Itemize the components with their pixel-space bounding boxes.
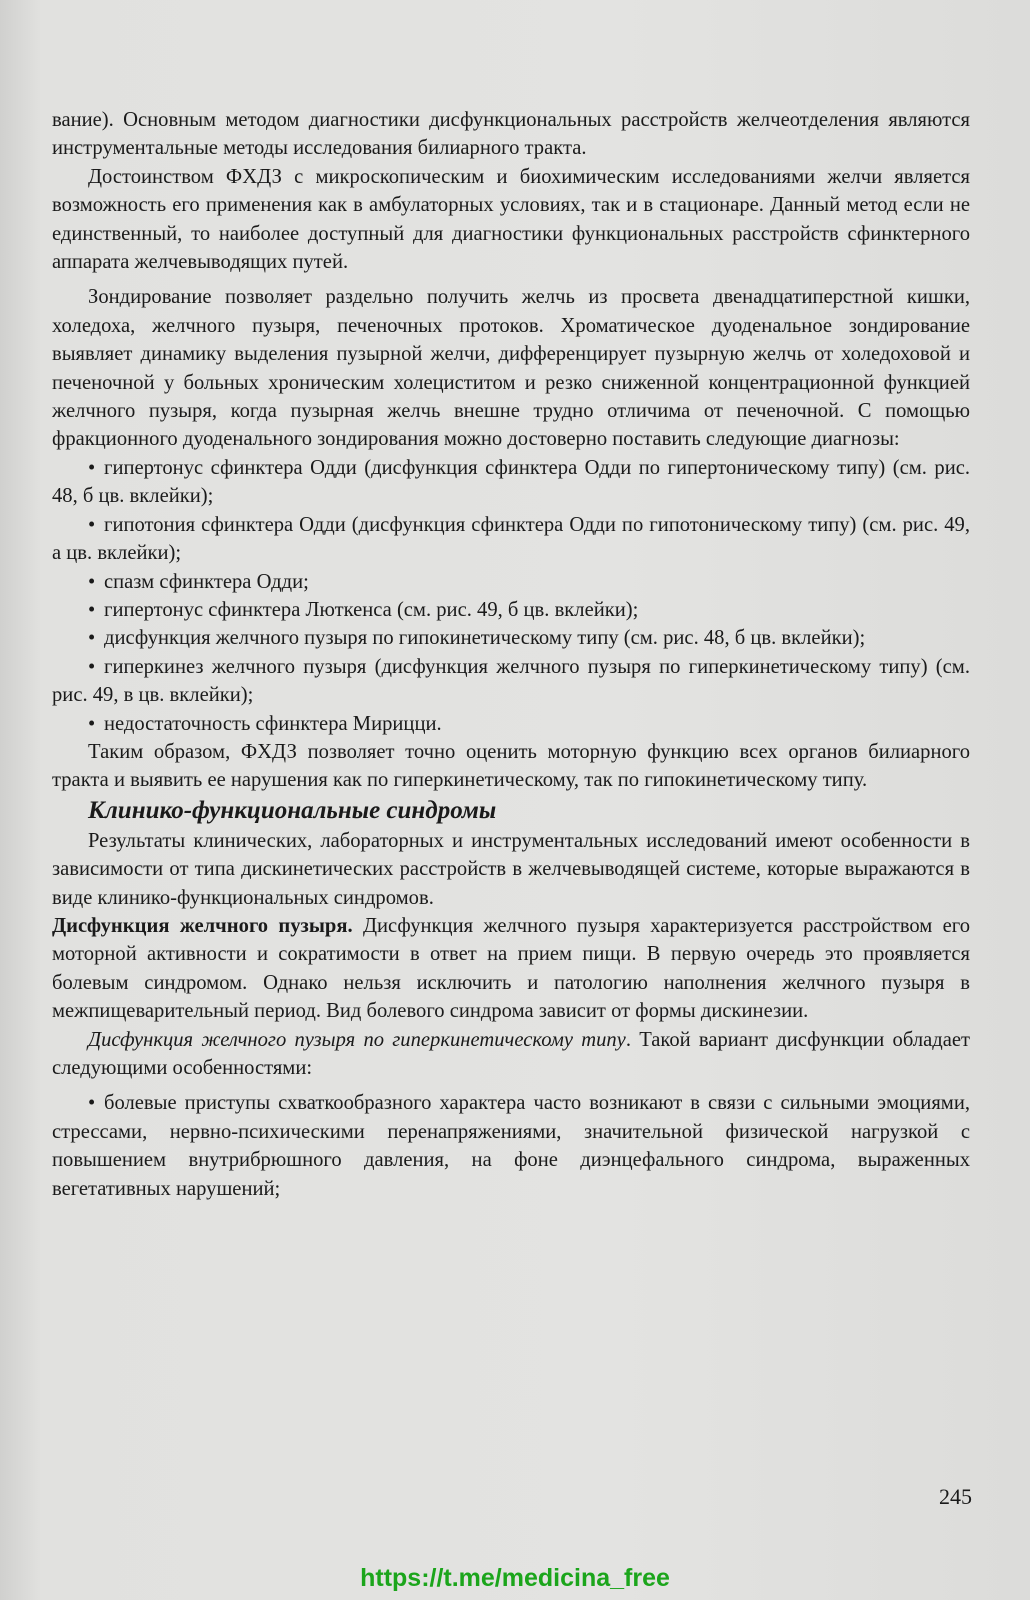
bullet-icon: • bbox=[88, 1092, 96, 1115]
paragraph-dysfunction-text: Дисфункция желчного пузыря характеризуется расстройством его моторной активности и сократимости в ответ на прием пищи. В первую очередь это проявляется болевым синдромом. Однако нельзя исключить и патологию наполнения желчного пузыря в межпищеварительный период. Вид болевого синдрома зависит от формы дискинезии. bbox=[52, 914, 970, 1023]
paragraph-probing: Зондирование позволяет раздельно получить желчь из просвета двенадцатиперстной кишки, холедоха, желчного пузыря, печеночных протоков. Хроматическое дуоденальное зондирование выявляет динамику выделения пузырной желчи, дифференцирует пузырную желчь от холедоховой и печеночной у больных хроническим холециститом и резко сниженной концентрационной функцией желчного пузыря, когда пузырная желчь внешне трудно отличима от печеночной. С помощью фракционного дуоденального зондирования можно достоверно поставить следующие диагнозы: bbox=[52, 286, 970, 451]
list-item-text: гипертонус сфинктера Люткенса (см. рис. 49, б цв. вклейки); bbox=[104, 598, 639, 621]
watermark-link[interactable]: https://t.me/medicina_free bbox=[360, 1564, 670, 1592]
text-column bbox=[52, 106, 970, 1203]
paragraph-results: Результаты клинических, лабораторных и инструментальных исследований имеют особенности в зависимости от типа дискинетических расстройств в желчевыводящей системе, которые выражаются в виде клинико-функциональных синдромов. bbox=[52, 829, 970, 909]
list-item bbox=[52, 511, 970, 568]
list-item-text: гипертонус сфинктера Одди (дисфункция сфинктера Одди по гипертоническому типу) (см. рис. 48, б цв. вклейки); bbox=[52, 456, 970, 508]
list-item bbox=[52, 454, 970, 511]
list-item bbox=[52, 710, 970, 738]
list-item bbox=[52, 1089, 970, 1203]
section-heading: Клинико-функциональные синдромы bbox=[88, 796, 497, 824]
list-item-text: недостаточность сфинктера Мирицци. bbox=[104, 712, 442, 735]
bullet-icon: • bbox=[88, 655, 96, 678]
list-item-text: гиперкинез желчного пузыря (дисфункция желчного пузыря по гиперкинетическому типу) (см. рис. 49, в цв. вклейки); bbox=[52, 655, 970, 707]
list-item-text: гипотония сфинктера Одди (дисфункция сфинктера Одди по гипотоническому типу) (см. рис. 49, а цв. вклейки); bbox=[52, 513, 970, 565]
paragraph-conclusion: Таким образом, ФХДЗ позволяет точно оценить моторную функцию всех органов билиарного тракта и выявить ее нарушения как по гиперкинетическому, так по гипокинетическому типу. bbox=[52, 740, 970, 792]
bullet-icon: • bbox=[88, 598, 96, 621]
list-item bbox=[52, 568, 970, 596]
list-item bbox=[52, 653, 970, 710]
page-number: 245 bbox=[939, 1484, 972, 1509]
bullet-icon: • bbox=[88, 627, 96, 650]
term-bold: Дисфункция желчного пузыря. bbox=[52, 914, 353, 937]
list-item-text: дисфункция желчного пузыря по гипокинетическому типу (см. рис. 48, б цв. вклейки); bbox=[104, 627, 866, 650]
bullet-icon: • bbox=[88, 513, 96, 536]
paragraph-hyperkinetic-text: . Такой вариант дисфункции обладает следующими особенностями: bbox=[52, 1028, 970, 1079]
bullet-icon: • bbox=[88, 712, 96, 735]
paragraph-hyperkinetic bbox=[52, 1026, 970, 1083]
term-italic: Дисфункция желчного пузыря по гиперкинетическому типу bbox=[88, 1028, 626, 1051]
bullet-icon: • bbox=[88, 570, 96, 593]
paragraph-fhdz-advantages: Достоинством ФХДЗ с микроскопическим и биохимическим исследованиями желчи является возможность его применения как в амбулаторных условиях, так и в стационаре. Данный метод если не единственный, то наиболее доступный для диагностики функциональных расстройств сфинктерного аппарата желчевыводящих путей. bbox=[52, 165, 970, 274]
paragraph-continuation: вание). Основным методом диагностики дисфункциональных расстройств желчеотделения являются инструментальные методы исследования билиарного тракта. bbox=[52, 109, 970, 160]
list-item-text: болевые приступы схваткообразного характера часто возникают в связи с сильными эмоциями, стрессами, нервно-психическими перенапряжениями, значительной физической нагрузкой с повышением внутрибрюшного давления, на фоне диэнцефального синдрома, выраженных вегетативных нарушений; bbox=[52, 1092, 970, 1200]
bullet-icon: • bbox=[88, 456, 96, 479]
list-item bbox=[52, 624, 970, 652]
paragraph-dysfunction bbox=[52, 912, 970, 1026]
list-item-text: спазм сфинктера Одди; bbox=[104, 570, 309, 593]
list-item bbox=[52, 596, 970, 624]
